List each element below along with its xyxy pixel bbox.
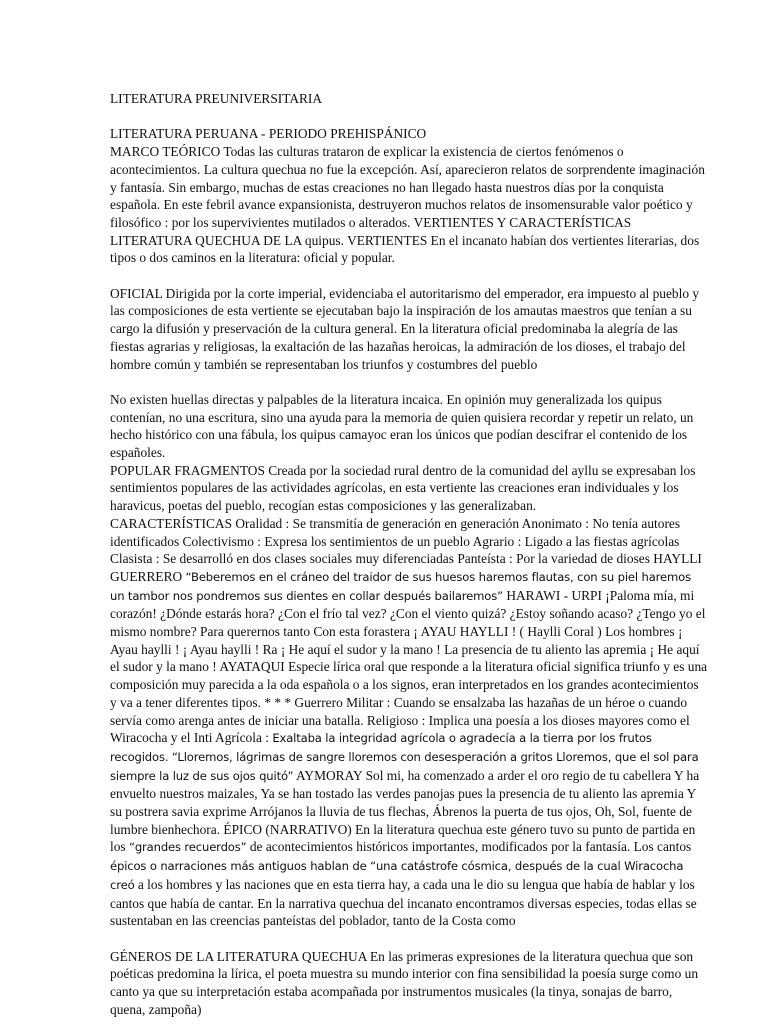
quote-agricola: Exaltaba la integridad agrícola o agradecía a la tierra por los frutos recogidos. bbox=[110, 731, 652, 764]
paragraph-caracteristicas bbox=[110, 515, 708, 930]
quote-haylli-guerrero: “Beberemos en el cráneo del traidor de sus huesos haremos flautas, con su piel haremos un tambor nos pondremos sus dientes en collar después bailaremos” bbox=[110, 569, 691, 603]
text-run: de acontecimientos históricos importantes, modificados por la fantasía. Los cantos bbox=[246, 839, 692, 855]
paragraph-marco-teorico: MARCO TEÓRICO Todas las culturas trataron de explicar la existencia de ciertos fenómenos o acontecimientos. La cultura quechua no fue la excepción. Así, aparecieron relatos de sorprendente imaginación y fantasía. Sin embargo, muchas de estas creaciones no han llegado hasta nuestros días por la conquista española. En este febril avance expansionista, destruyeron muchos relatos de insomensurable valor poético y filosófico : por los supervivientes mutilados o alterados. VERTIENTES Y CARACTERÍSTICAS LITERATURA QUECHUA DE LA quipus. VERTIENTES En el incanato habían dos vertientes literarias, dos tipos o dos caminos en la literatura: oficial y popular. bbox=[110, 144, 705, 266]
quote-catastrofe: épicos o narraciones más antiguos hablan de “una catástrofe cósmica, después de la cual Wiracocha creó bbox=[110, 859, 684, 892]
text-run: CARACTERÍSTICAS Oralidad : Se transmitía de generación en generación Anonimato : No tenía autores identificados Colectivismo : Expresa los sentimientos de un pueblo Agrario : Ligado a las fiestas agrícolas Clasista : Se desarrolló en dos clases sociales muy diferenciadas Panteísta : Por la variedad de dioses HAYLLI GUERRERO bbox=[110, 515, 702, 584]
text-run: HARAWI - URPI ¡Paloma mía, mi corazón! ¿Dónde estarás hora? ¿Con el frío tal vez? ¿Con el viento quizá? ¿Estoy soñando acaso? ¿Tengo yo el mismo nombre? Para querernos tanto Con esta forastera ¡ AYAU HAYLLI ! ( Haylli Coral ) Los hombres ¡ Ayau haylli ! ¡ Ayau haylli ! Ra ¡ He aquí el sudor y la mano ! La presencia de tu aliento las apremia ¡ He aquí el sudor y la mano ! AYATAQUI Especie lírica oral que responde a la literatura oficial significa triunfo y es una composición muy parecida a la oda española o a los signos, eran interpretados en los grandes acontecimientos y va a tener diferentes tipos. * * * Guerrero Militar : Cuando se ensalzaba las hazañas de un héroe o cuando servía como arenga antes de iniciar una batalla. Religioso : Implica una poesía a los dioses mayores como el Wiracocha y el Inti Agrícola : bbox=[110, 587, 708, 746]
quote-lloremos: “Lloremos, lágrimas de sangre lloremos con desesperación a gritos Lloremos, que el sol para siempre la luz de sus ojos quitó” bbox=[110, 749, 699, 783]
text-run: AYMORAY Sol mi, ha comenzado a arder el oro regio de tu cabellera Y ha envuelto nuestros maizales, Ya se han tostado las verdes panojas pues la presencia de tu aliento las apremia Y su postrera savia exprime Arrójanos la lluvia de tus flechas, Ábrenos la puerta de tus ojos, Oh, Sol, fuente de lumbre bienhechora. ÉPICO (NARRATIVO) En la literatura quechua este género tuvo su punto de partida en los bbox=[110, 767, 700, 855]
quote-grandes-recuerdos: “grandes recuerdos” bbox=[128, 840, 247, 855]
paragraph-popular: POPULAR FRAGMENTOS Creada por la sociedad rural dentro de la comunidad del ayllu se expresaban los sentimientos populares de las actividades agrícolas, en esta vertiente las creaciones eran individuales y los haravicus, poetas del pueblo, recogían estas composiciones y las generalizaban. bbox=[110, 462, 696, 514]
document-title: LITERATURA PREUNIVERSITARIA bbox=[110, 91, 323, 106]
paragraph-generos: GÉNEROS DE LA LITERATURA QUECHUA En las primeras expresiones de la literatura quechua que son poéticas predomina la lírica, el poeta muestra su mundo interior con fina sensibilidad la poesía surge como un canto ya que su interpretación estaba acompañada por instrumentos musicales (la tinya, sonajas de barro, quena, zampoña) bbox=[110, 948, 699, 1017]
text-run: a los hombres y las naciones que en esta tierra hay, a cada una le dio su lengua que había de hablar y los cantos que había de cantar. En la narrativa quechua del incanato encontramos diversas especies, todas ellas se sustentaban en las creencias panteístas del poblador, tanto de la Costa como bbox=[110, 876, 697, 929]
paragraph-huellas: No existen huellas directas y palpables de la literatura incaica. En opinión muy generalizada los quipus contenían, no una escritura, sino una ayuda para la memoria de quien quisiera recordar y repetir un relato, un hecho histórico con una fábula, los quipus camayoc eran los únicos que podían descifrar el contenido de los españoles. bbox=[110, 391, 694, 461]
section-heading: LITERATURA PERUANA - PERIODO PREHISPÁNICO bbox=[110, 126, 427, 142]
paragraph-oficial: OFICIAL Dirigida por la corte imperial, evidenciaba el autoritarismo del emperador, era impuesto al pueblo y las composiciones de esta vertiente se ejecutaban bajo la inspiración de los amautas maestros que tenían a su cargo la difusión y preservación de la cultura general. En la literatura oficial predominaba la alegría de las fiestas agrarias y religiosas, la exaltación de las hazañas heroicas, la admiración de los dioses, el trabajo del hombre común y también se representaban los triunfos y costumbres del pueblo bbox=[110, 285, 700, 372]
